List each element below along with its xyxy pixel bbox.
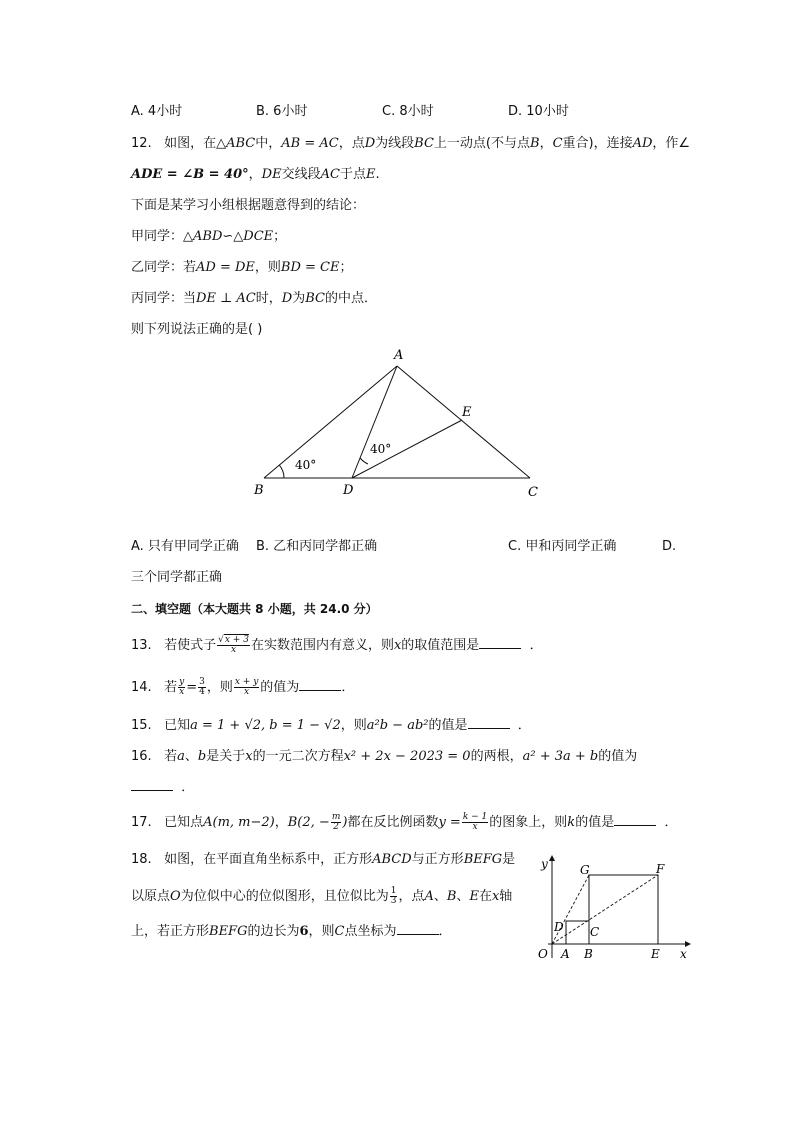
q17-fraction-1: [331, 813, 342, 832]
q12-question: 则下列说法正确的是( ): [131, 322, 263, 337]
q12-math: B: [530, 136, 540, 151]
q11-option-d[interactable]: D. 10小时: [508, 104, 569, 119]
q12-conclusion-yi: [131, 259, 353, 277]
q12-text: ，: [248, 167, 262, 182]
q12-text: 中，: [255, 136, 282, 151]
q12-math: AD: [632, 136, 653, 151]
q12-text: ，作∠: [652, 136, 691, 151]
q15-answer-blank[interactable]: [468, 716, 510, 729]
q13-text: 若使式子: [164, 638, 217, 653]
q12-text: 重合)，连接: [562, 136, 633, 151]
q18-line-2: [131, 884, 512, 910]
q17-text: 都在反比例函数: [347, 815, 439, 830]
q18-text: 如图，在平面直角坐标系中，正方形: [164, 852, 373, 867]
q12-text: ，点: [338, 136, 365, 151]
q12-option-a[interactable]: A. 只有甲同学正确: [131, 539, 239, 554]
label-b: B: [254, 483, 264, 498]
q12-text: .: [375, 167, 380, 182]
q16-math: b: [197, 749, 207, 764]
q15-text: 的值是: [428, 718, 468, 733]
q16-math: x² + 2x − 2023 = 0: [343, 749, 471, 764]
q17-math: A(m, m−2): [203, 815, 275, 830]
segment-de: [352, 420, 462, 478]
q11-option-a[interactable]: A. 4小时: [131, 104, 183, 119]
q12-math: BC: [305, 291, 325, 306]
q12-conclusion-bing: [131, 290, 377, 308]
q18-math: BEFG: [209, 924, 248, 939]
q14-f2-den: 4: [199, 687, 205, 697]
q18-text: 上，若正方形: [131, 924, 210, 939]
q17-f2-num: k − 1: [462, 812, 488, 822]
q15-text: 已知: [164, 718, 191, 733]
q12-text: 丙同学：当: [131, 291, 197, 306]
q17-text: 已知点: [164, 815, 204, 830]
q15: [131, 716, 531, 736]
q12-math: △ABC: [216, 136, 256, 151]
q17-math: B(2, −: [287, 815, 330, 830]
q17-math: ): [342, 815, 348, 830]
segment-ad: [352, 366, 397, 478]
q18-line-3: [131, 922, 452, 941]
q12-text: 为线段: [375, 136, 415, 151]
label-y: y: [541, 857, 548, 871]
q14-math: =: [186, 680, 198, 695]
q18-answer-blank[interactable]: [397, 922, 439, 935]
q14-answer-blank[interactable]: [299, 678, 341, 691]
q18-math: 6: [299, 924, 309, 939]
q16-text: 、: [184, 749, 198, 764]
q12-option-d[interactable]: D.: [662, 539, 677, 554]
q16-math: a: [177, 749, 185, 764]
q18-text: 的边长为: [247, 924, 300, 939]
q17-text: ．: [664, 815, 678, 830]
q18-math: ABCD: [372, 852, 412, 867]
q12-text: ；: [339, 260, 353, 275]
q14-text: ，则: [206, 680, 233, 695]
q14: [131, 675, 354, 701]
q13-number: 13.: [131, 638, 152, 653]
q16-text: ．: [181, 780, 195, 795]
q18-number: 18.: [131, 852, 152, 867]
q16-math: x: [245, 749, 253, 764]
q14-f3-num: x + y: [234, 677, 259, 687]
q18-math: E: [469, 889, 479, 904]
q15-number: 15.: [131, 718, 152, 733]
q12-option-d-text[interactable]: 三个同学都正确: [131, 570, 223, 585]
q17-answer-blank[interactable]: [614, 813, 656, 826]
q16-text: 若: [164, 749, 178, 764]
q12-text: 如图，在: [164, 136, 217, 151]
q18-ratio-num: 1: [390, 886, 397, 896]
q14-text: 若: [164, 680, 178, 695]
q18-coordinate-figure: [530, 848, 700, 963]
q12-text: 时，: [255, 291, 282, 306]
q14-f2-num: 3: [199, 677, 205, 687]
q13-denominator: x: [230, 645, 237, 655]
q17-f2-den: x: [472, 822, 478, 832]
q16: [131, 747, 637, 767]
label-d: D: [554, 920, 564, 934]
label-c: C: [528, 485, 538, 500]
q18-text: ，则: [308, 924, 335, 939]
q17-f1-den: 2: [333, 822, 339, 832]
q12-math: AB = AC: [281, 136, 339, 151]
q18-line-1: [131, 851, 515, 869]
label-a: A: [561, 947, 570, 961]
q12-math: C: [552, 136, 563, 151]
q12-math: DE ⊥ AC: [196, 291, 256, 306]
q17-math: y =: [438, 815, 461, 830]
q12-text: 交线段: [281, 167, 321, 182]
q13-math: x: [393, 638, 402, 653]
q12-math: BD = CE: [280, 260, 340, 275]
section-2-title: 二、填空题（本大题共 8 小题，共 24.0 分）: [131, 602, 378, 616]
q15-math: a²b − ab²: [366, 718, 429, 733]
q17-text: 的图象上，则: [489, 815, 568, 830]
q13-fraction: $\frac{√x + 3}{x}$: [218, 635, 249, 655]
q15-math: a = 1 + √2, b = 1 − √2: [190, 718, 341, 733]
q16-math: a² + 3a + b: [522, 749, 599, 764]
q12-math: AD = DE: [196, 260, 255, 275]
q12-text: ；: [273, 229, 287, 244]
q12-math: BC: [414, 136, 434, 151]
label-a: A: [394, 348, 404, 363]
label-f: F: [656, 862, 665, 876]
angle-b-arc: [279, 465, 284, 478]
segment-ab: [264, 366, 397, 478]
q12-option-c[interactable]: C. 甲和丙同学正确: [508, 539, 617, 554]
q16-text: 的值为: [598, 749, 638, 764]
q18-text: ．: [438, 924, 452, 939]
q18-text: 为位似中心的位似图形，且位似比为: [180, 889, 389, 904]
label-c: C: [590, 925, 600, 939]
q14-fraction-1: [178, 678, 185, 697]
q12-math: ADE = ∠B = 40°: [131, 167, 249, 182]
dashed-line-ocf: [552, 875, 658, 944]
q18-text: ，点: [398, 889, 425, 904]
q12-text: 甲同学：: [131, 229, 184, 244]
q14-number: 14.: [131, 680, 152, 695]
q13-text: 的取值范围是: [401, 638, 480, 653]
q18-text: 以原点: [131, 889, 171, 904]
q16-answer-blank[interactable]: [131, 778, 173, 791]
q16-text: 的两根，: [470, 749, 523, 764]
q12-text: ，则: [254, 260, 281, 275]
q14-text: 的值为: [260, 680, 300, 695]
q12-math: AC: [320, 167, 340, 182]
q18-text: 、: [433, 889, 447, 904]
q12-line-2: [131, 166, 380, 184]
q18-math: BEFG: [463, 852, 503, 867]
q18-ratio-den: 3: [390, 896, 397, 906]
q11-option-b[interactable]: B. 6小时: [256, 104, 308, 119]
q14-f3-den: x: [244, 687, 250, 697]
q18-math: x: [491, 889, 500, 904]
q17-number: 17.: [131, 815, 152, 830]
q12-intro: 下面是某学习小组根据题意得到的结论：: [131, 198, 366, 213]
q18-math: O: [170, 889, 181, 904]
q18-math: A: [424, 889, 434, 904]
q12-text: 乙同学：若: [131, 260, 197, 275]
q12-text: 为: [292, 291, 306, 306]
q14-fraction-3: [234, 678, 259, 697]
q17: [131, 810, 677, 836]
q12-text: 于点: [339, 167, 366, 182]
q11-option-c[interactable]: C. 8小时: [382, 104, 434, 119]
q18-text: 是: [502, 852, 516, 867]
q12-line-1: [131, 135, 690, 153]
q13: [131, 633, 543, 659]
q16-text: 的一元二次方程: [252, 749, 344, 764]
q18-ratio: [390, 887, 398, 906]
q16-number: 16.: [131, 749, 152, 764]
q16-text: 是关于: [206, 749, 246, 764]
q18-text: 轴: [499, 889, 513, 904]
label-o: O: [538, 947, 548, 961]
q18-text: 点坐标为: [344, 924, 397, 939]
q12-text: 的中点．: [324, 291, 377, 306]
q15-text: ，则: [340, 718, 367, 733]
label-e: E: [651, 947, 660, 961]
q18-text: 、: [456, 889, 470, 904]
q14-f1-num: y: [179, 677, 185, 687]
q12-triangle-figure: [240, 340, 560, 505]
q13-answer-blank[interactable]: [479, 636, 521, 649]
q14-f1-den: x: [179, 687, 185, 697]
label-e: E: [462, 405, 472, 420]
label-b: B: [584, 947, 593, 961]
q17-text: ，: [274, 815, 288, 830]
q17-fraction-2: [462, 813, 488, 832]
q18-text: 与正方形: [411, 852, 464, 867]
label-d: D: [343, 483, 354, 498]
q17-text: 的值是: [575, 815, 615, 830]
q17-f1-num: m: [331, 812, 341, 822]
q12-math: △ABD∽△DCE: [183, 229, 274, 244]
label-g: G: [580, 863, 590, 877]
q12-text: 上一动点(不与点: [433, 136, 530, 151]
angle-d-label: 40°: [370, 442, 392, 456]
q18-text: 在: [478, 889, 492, 904]
label-x: x: [680, 947, 687, 961]
q12-math: D: [364, 136, 376, 151]
square-befg: [589, 875, 658, 944]
q12-math: E: [365, 167, 376, 182]
q13-text: ．: [529, 638, 543, 653]
q12-text: ，: [539, 136, 553, 151]
q13-sqrt-body: x + 3: [224, 635, 249, 645]
q14-fraction-2: [198, 678, 206, 697]
q13-text: 在实数范围内有意义，则: [250, 638, 394, 653]
q15-text: ．: [517, 718, 531, 733]
angle-d-arc: [360, 458, 368, 464]
q12-conclusion-jia: [131, 228, 286, 246]
q12-number: 12.: [131, 136, 152, 151]
q17-math: k: [567, 815, 576, 830]
segment-ac: [397, 366, 530, 478]
angle-b-label: 40°: [295, 458, 317, 472]
q14-text: ．: [341, 680, 355, 695]
q18-math: C: [334, 924, 345, 939]
q12-option-b[interactable]: B. 乙和丙同学都正确: [256, 539, 378, 554]
q12-math: D: [281, 291, 293, 306]
q16-line-2: [131, 778, 194, 797]
q18-math: B: [446, 889, 457, 904]
q12-math: DE: [261, 167, 282, 182]
